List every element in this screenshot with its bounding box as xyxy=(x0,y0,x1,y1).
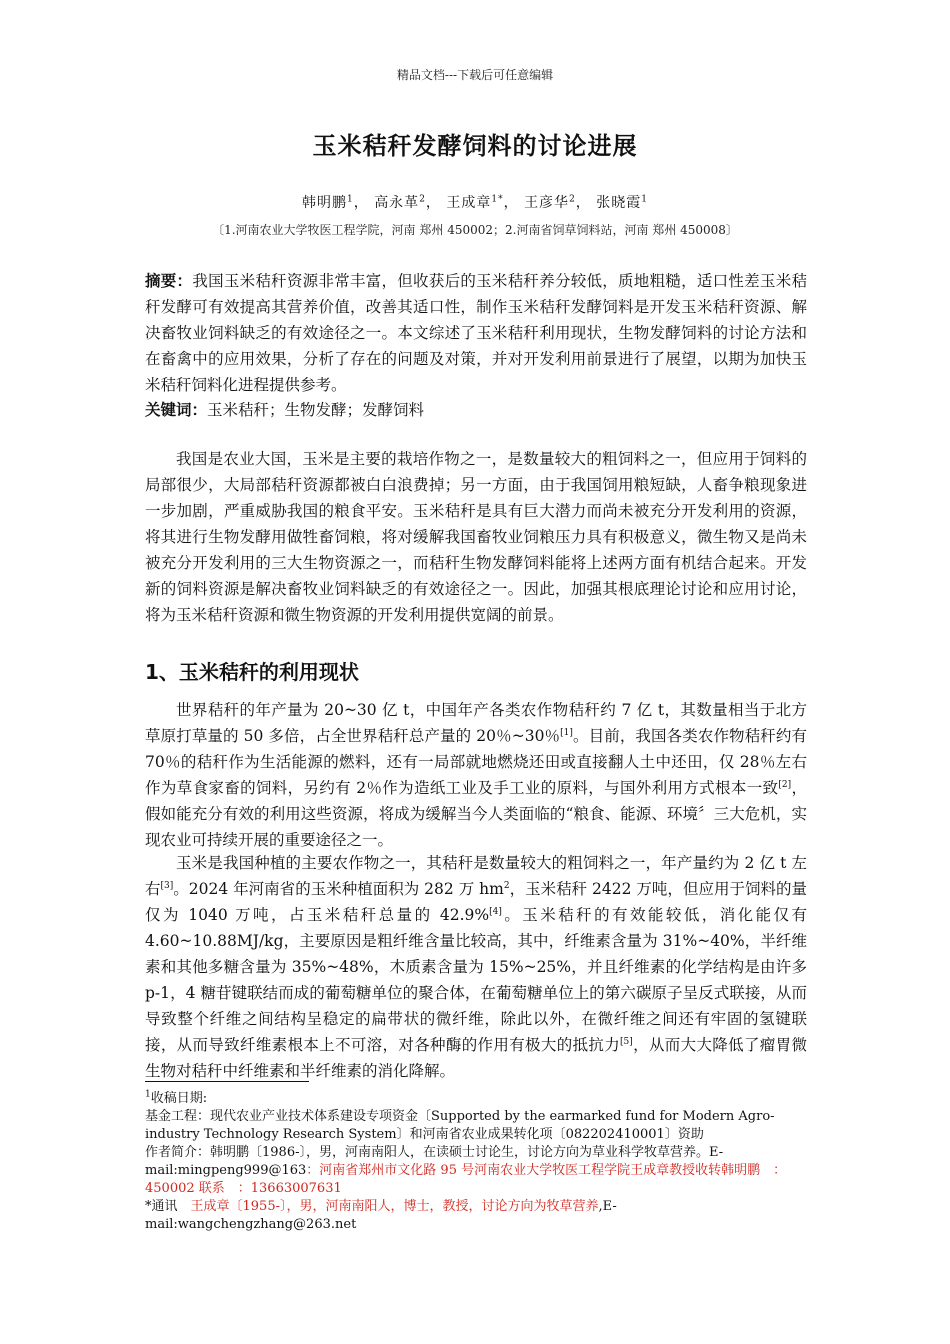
author-affil-mark: 1* xyxy=(491,194,504,205)
paragraph-text: 玉米是我国种植的主要农作物之一，其秸秆是数量较大的粗饲料之一，年产量约为 2 亿 t 左右 xyxy=(145,854,807,898)
keywords-text: 玉米秸秆；生物发酵；发酵饲料 xyxy=(207,401,425,419)
footnote-mark: 1 xyxy=(145,1089,151,1100)
citation-ref: [1] xyxy=(560,727,573,738)
paragraph-text: 。2024 年河南省的玉米种植面积为 282 万 hm xyxy=(173,880,504,898)
footnote-corr-bio: 王成章〔1955-〕，男，河南南阳人，博士，教授，讨论方向为牧草营养 xyxy=(190,1199,599,1214)
footnote-divider xyxy=(145,1081,309,1082)
paragraph-text: ，假如能充分有效的利用这些资源，将成为缓解当今人类面临的“粮食、能源、环境〞三大危机，实现农业可持续开展的重要途径之一。 xyxy=(145,779,807,849)
author-name: 高永革 xyxy=(374,195,420,211)
footnote-fund: 基金工程：现代农业产业技术体系建设专项资金〔Supported by the earmarked fund for Modern Agro-industry Technology Research System〕和河南省农业成果转化项〔082202410001〕资助 xyxy=(145,1109,775,1142)
citation-ref: [3] xyxy=(160,880,174,891)
author-affil-mark: 2 xyxy=(419,194,426,205)
unit-superscript: 2 xyxy=(503,880,510,891)
author-affil-mark: 1 xyxy=(641,194,648,205)
footnotes xyxy=(145,1090,810,1234)
citation-ref: [5] xyxy=(620,1036,633,1047)
footnote-text: 作者简介：韩明鹏〔1986-〕，男，河南南阳人，在读硕士讨论生，讨论方向为草业科学牧草营养。E-mail:mingpeng999@163 xyxy=(145,1145,724,1178)
author-separator: ， xyxy=(503,195,519,211)
footnote-received xyxy=(145,1090,810,1108)
paragraph-text: ，从而大大降低了瘤胃微生物对秸秆中纤维素和半纤维素的消化降解。 xyxy=(145,1036,807,1080)
abstract-text: 我国玉米秸秆资源非常丰富，但收获后的玉米秸秆养分较低，质地粗糙，适口性差玉米秸秆发酵可有效提高其营养价值，改善其适口性，制作玉米秸秆发酵饲料是开发玉米秸秆资源、解决畜牧业饲料缺乏的有效途径之一。本文综述了玉米秸秆利用现状，生物发酵饲料的讨论方法和在畜禽中的应用效果，分析了存在的问题及对策，并对开发利用前景进行了展望，以期为加快玉米秸秆饲料化进程提供参考。 xyxy=(145,272,807,394)
citation-ref: [2] xyxy=(778,779,792,790)
author-separator: ， xyxy=(575,195,591,211)
author-name: 王彦华 xyxy=(524,195,570,211)
paragraph-text: 。玉米秸秆的有效能较低，消化能仅有 4.60~10.88MJ/kg，主要原因是粗纤维含量比较高，其中，纤维素含量为 31%~40%，半纤维素和其他多糖含量为 35%~48%，木质素含量为 15%~25%，并且纤维素的化学结构是由许多 p-1，4 糖苷键联结而成的葡萄糖单位的聚合体，在葡萄糖单位上的第六碳原子呈反式联接，从而导致整个纤维之间结构呈稳定的扁带状的微纤维，除此以外，在微纤维之间还有牢固的氢键联接，从而导致纤维素根本上不可溶，对各种酶的作用有极大的抵抗力 xyxy=(145,906,807,1054)
keywords xyxy=(145,397,807,423)
author-name: 韩明鹏 xyxy=(302,195,347,211)
author-affil-mark: 2 xyxy=(569,194,576,205)
author-list xyxy=(0,192,950,212)
author-name: 张晓霞 xyxy=(596,195,642,211)
footnote-text: *通讯 xyxy=(145,1199,191,1214)
author-separator: ， xyxy=(353,195,369,211)
author-name: 王成章 xyxy=(446,195,492,211)
footnote-corresponding xyxy=(145,1198,810,1234)
section1-paragraph-2 xyxy=(145,850,807,1084)
footnote-author-bio xyxy=(145,1144,810,1198)
author-separator: ， xyxy=(425,195,441,211)
affiliations: 〔1.河南农业大学牧医工程学院，河南 郑州 450002；2.河南省饲草饲料站，河南 郑州 450008〕 xyxy=(212,223,738,237)
intro-paragraph: 我国是农业大国，玉米是主要的栽培作物之一，是数量较大的粗饲料之一，但应用于饲料的局部很少，大局部秸秆资源都被白白浪费掉；另一方面，由于我国饲用粮短缺，人畜争粮现象进一步加剧，严重威胁我国的粮食平安。玉米秸秆是具有巨大潜力而尚未被充分开发利用的资源，将其进行生物发酵用做牲畜饲粮，将对缓解我国畜牧业饲粮压力具有积极意义，微生物又是尚未被充分开发利用的三大生物资源之一，而秸秆生物发酵饲料能将上述两方面有机结合起来。开发新的饲料资源是解决畜牧业饲料缺乏的有效途径之一。因此，加强其根底理论讨论和应用讨论，将为玉米秸秆资源和微生物资源的开发利用提供宽阔的前景。 xyxy=(145,450,807,624)
author-affil-mark: 1 xyxy=(347,194,354,205)
footnote-email: ,E-mail:wangchengzhang@263.net xyxy=(145,1199,617,1232)
abstract xyxy=(145,268,807,398)
paragraph-text: 。目前，我国各类农作物秸秆约有 70％的秸秆作为生活能源的燃料，还有一局部就地燃烧还田或直接翻人土中还田，仅 28％左右作为草食家畜的饲料，另约有 2％作为造纸工业及手工业的原料，与国外利用方式根本一致 xyxy=(145,727,807,797)
paper-title: 玉米秸秆发酵饲料的讨论进展 xyxy=(312,131,638,160)
section1-paragraph-1 xyxy=(145,697,807,853)
page-header: 精品文档---下载后可任意编辑 xyxy=(396,68,554,82)
footnote-address: ：河南省郑州市文化路 95 号河南农业大学牧医工程学院王成章教授收转韩明鹏 ：450002 联系 ：13663007631 xyxy=(145,1163,787,1196)
citation-ref: [4] xyxy=(489,906,502,917)
footnote-text: 收稿日期: xyxy=(150,1091,208,1106)
section-heading: 1、玉米秸秆的利用现状 xyxy=(145,660,359,684)
keywords-label: 关键词： xyxy=(145,401,208,419)
paragraph-text: ，玉米秸秆 2422 万吨，但应用于饲料的量仅为 1040 万吨，占玉米秸秆总量的 42.9% xyxy=(145,880,807,924)
paragraph-text: 世界秸秆的年产量为 20~30 亿 t，中国年产各类农作物秸秆约 7 亿 t，其数量相当于北方草原打草量的 50 多倍，占全世界秸秆总产量的 20％~30％ xyxy=(145,701,807,745)
abstract-label: 摘要： xyxy=(145,272,193,290)
